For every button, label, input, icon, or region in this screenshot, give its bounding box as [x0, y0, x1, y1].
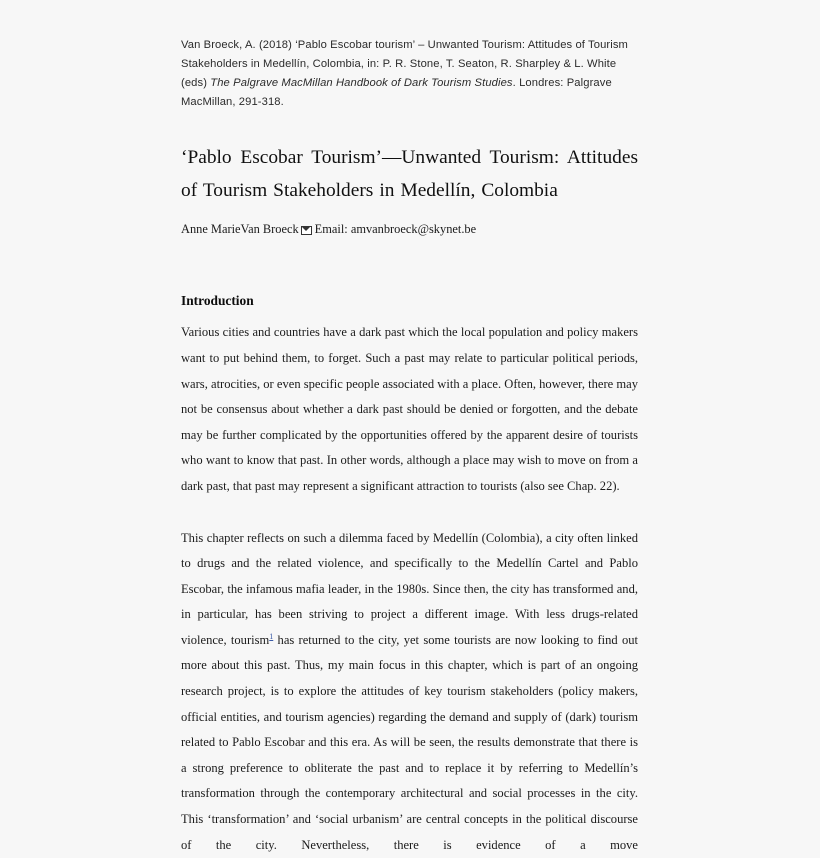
page-title: ‘Pablo Escobar Tourism’—Unwanted Tourism: Attitudes of Tourism Stakeholders in Medellín, Colombia: [181, 147, 638, 202]
body-paragraph-1: Various cities and countries have a dark past which the local population and policy makers want to put behind them, to forget. Such a past may relate to particular political periods, wars, atrocities, or even specific people associated with a place. Often, however, there may not be consensus about whether a dark past should be denied or forgotten, and the debate may be further complicated by the opportunities offered by the apparent desire of tourists who want to know that past. In other words, although a place may wish to move on from a dark past, that past may represent a significant attraction to tourists (also see Chap. 22).: [181, 325, 638, 493]
citation-book-title: The Palgrave MacMillan Handbook of Dark Tourism Studies: [210, 77, 513, 90]
citation-text-before-title: Van Broeck, A. (2018) ‘Pablo Escobar tourism’ – Unwanted Tourism: Attitudes of Tourism Stakeholders in Medellín, Colombia, in: P. R. Stone, T. Seaton, R. Sharpley & L. White (eds): [181, 39, 628, 90]
author-line: [181, 220, 638, 238]
footnote-link[interactable]: 1: [269, 631, 274, 641]
email-label: Email:: [314, 222, 348, 237]
envelope-icon[interactable]: [301, 226, 312, 235]
section-heading-introduction: Introduction: [181, 293, 254, 309]
paragraph-2-segment-1: This chapter reflects on such a dilemma faced by Medellín (Colombia), a city often linked to drugs and the related violence, and specifically to the Medellín Cartel and Pablo Escobar, the infamous mafia leader, in the 1980s. Since then, the city has transformed and, in particular, has been striving to project a different image. With less drugs-related violence, tourism: [181, 530, 638, 647]
author-name: Anne MarieVan Broeck: [181, 222, 299, 237]
body-paragraph-2: [181, 526, 638, 858]
author-email[interactable]: amvanbroeck@skynet.be: [350, 222, 477, 237]
citation-text-after-title: . Londres: Palgrave MacMillan, 291-318.: [181, 77, 612, 109]
paragraph-2-segment-2: has returned to the city, yet some tourists are now looking to find out more about this past. Thus, my main focus in this chapter, which is part of an ongoing research project, is to explore the attitudes of key tourism stakeholders (policy makers, official entities, and tourism agencies) regarding the demand and supply of (dark) tourism related to Pablo Escobar and this era. As will be seen, the results demonstrate that there is a strong preference to obliterate the past and to replace it by referring to Medellín’s transformation through the contemporary architectural and social processes in the city. This ‘transformation’ and ‘social urbanism’ are central concepts in the political discourse of the city. Nevertheless, there is evidence of a move: [181, 632, 638, 852]
citation-header: [181, 36, 638, 112]
page-content-column: [181, 0, 638, 858]
